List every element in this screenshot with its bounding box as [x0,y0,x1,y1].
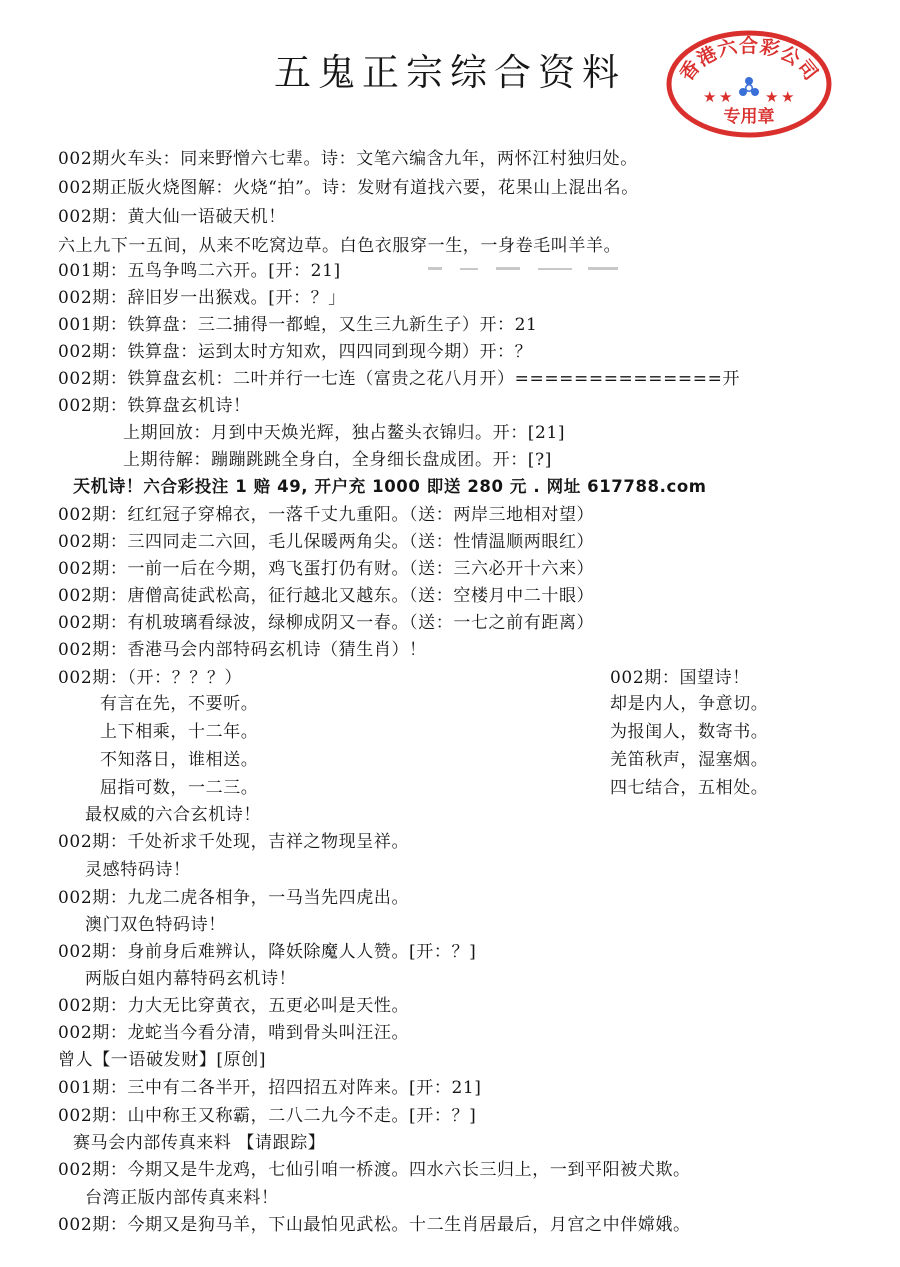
text-line: 002期正版火烧图解：火烧“拍”。诗：发财有道找六要，花果山上混出名。 [58,178,639,198]
text-line: 002期：黄大仙一语破天机！ [58,207,286,227]
text-line: 不知落日，谁相送。 [100,750,259,770]
text-line: 002期：（开：？？？） [58,668,243,688]
text-line: 灵感特码诗！ [85,860,191,880]
text-line: 最权威的六合玄机诗！ [85,805,261,825]
text-line: 002期：一前一后在今期，鸡飞蛋打仍有财。（送：三六必开十六来） [58,559,595,579]
svg-text:★: ★ [781,88,795,106]
text-line: 为报闺人，数寄书。 [610,722,769,742]
text-line: 赛马会内部传真来料 【请跟踪】 [73,1133,326,1153]
text-line: 上期回放：月到中天焕光辉，独占鳌头衣锦归。开：[21] [123,423,566,443]
page-title: 五鬼正宗综合资料 [274,51,626,94]
text-line: 羌笛秋声，湿塞烟。 [610,750,769,770]
text-line: 001期：三中有二各半开，招四招五对阵来。[开：21] [58,1078,482,1098]
text-line: 002期：今期又是牛龙鸡，七仙引咱一桥渡。四水六长三归上，一到平阳被犬欺。 [58,1160,691,1180]
text-line: 002期：铁算盘玄机：二叶并行一七连（富贵之花八月开）==============开 [58,369,741,389]
text-line: 002期：有机玻璃看绿波，绿柳成阴又一春。（送：一七之前有距离） [58,613,595,633]
text-line: 002期：力大无比穿黄衣，五更必叫是天性。 [58,996,410,1016]
text-line: 却是内人，争意切。 [610,694,769,714]
text-line: 002期：唐僧高徒武松高，征行越北又越东。（送：空楼月中二十眼） [58,586,595,606]
ad-text: 六合彩投注 1 赔 49, 开户充 1000 即送 280 元 . 网址 617788.com [143,477,707,496]
text-line: 六上九下一五间，从来不吃窝边草。白色衣服穿一生，一身卷毛叫羊羊。 [58,236,622,256]
text-line: 001期：铁算盘：三二捕得一都蝗，又生三九新生子）开：21 [58,315,538,335]
svg-text:★: ★ [765,88,779,106]
text-line: 002期：千处祈求千处现，吉祥之物现呈祥。 [58,832,410,852]
svg-text:香港六合彩公司: 香港六合彩公司 [675,35,823,86]
text-line: 四七结合，五相处。 [610,778,769,798]
text-line: 有言在先，不要听。 [100,694,259,714]
text-line: 上下相乘，十二年。 [100,722,259,742]
text-line: 002期：九龙二虎各相争，一马当先四虎出。 [58,888,410,908]
svg-text:★: ★ [703,88,717,106]
text-line: 002期：龙蛇当今看分清，啃到骨头叫汪汪。 [58,1023,410,1043]
text-line: 002期：铁算盘玄机诗！ [58,396,251,416]
text-line: 002期：铁算盘：运到太时方知欢，四四同到现今期）开：？ [58,342,533,362]
text-line: 澳门双色特码诗！ [85,915,226,935]
text-line: 002期：三四同走二六回，毛儿保暖两角尖。（送：性情温顺两眼红） [58,532,595,552]
text-line: 002期：红红冠子穿棉衣，一落千丈九重阳。（送：两岸三地相对望） [58,505,595,525]
text-line: 上期待解：蹦蹦跳跳全身白，全身细长盘成团。开：[?] [123,450,552,470]
text-line: 001期：五鸟争鸣二六开。[开：21] [58,261,341,281]
text-line: 002期：辞旧岁一出猴戏。[开：？」 [58,288,346,308]
text-line: 002期火车头：同来野憎六七辈。诗：文笔六编含九年，两怀江村独归处。 [58,149,638,169]
text-line: 002期：山中称王又称霸，二八二九今不走。[开：？] [58,1106,477,1126]
ad-banner [73,475,707,499]
text-line: 002期：国望诗！ [610,668,750,688]
banner-label: 天机诗！ [73,477,144,497]
text-line: 002期：身前身后难辨认，降妖除魔人人赞。[开：？] [58,942,477,962]
text-line: 002期：今期又是狗马羊，下山最怕见武松。十二生肖居最后，月宫之中伴嫦娥。 [58,1215,691,1235]
text-line: 002期：香港马会内部特码玄机诗（猜生肖）！ [58,640,427,660]
text-line: 台湾正版内部传真来料！ [85,1188,279,1208]
svg-text:专用章: 专用章 [723,107,775,127]
text-line: 曾人【一语破发财】[原创] [58,1050,267,1070]
text-line: 屈指可数，一二三。 [100,778,259,798]
svg-text:★: ★ [719,88,733,106]
flower-icon [739,77,759,96]
text-line: 两版白姐内幕特码玄机诗！ [85,969,297,989]
company-seal [665,30,833,138]
scan-smudge [398,256,768,282]
